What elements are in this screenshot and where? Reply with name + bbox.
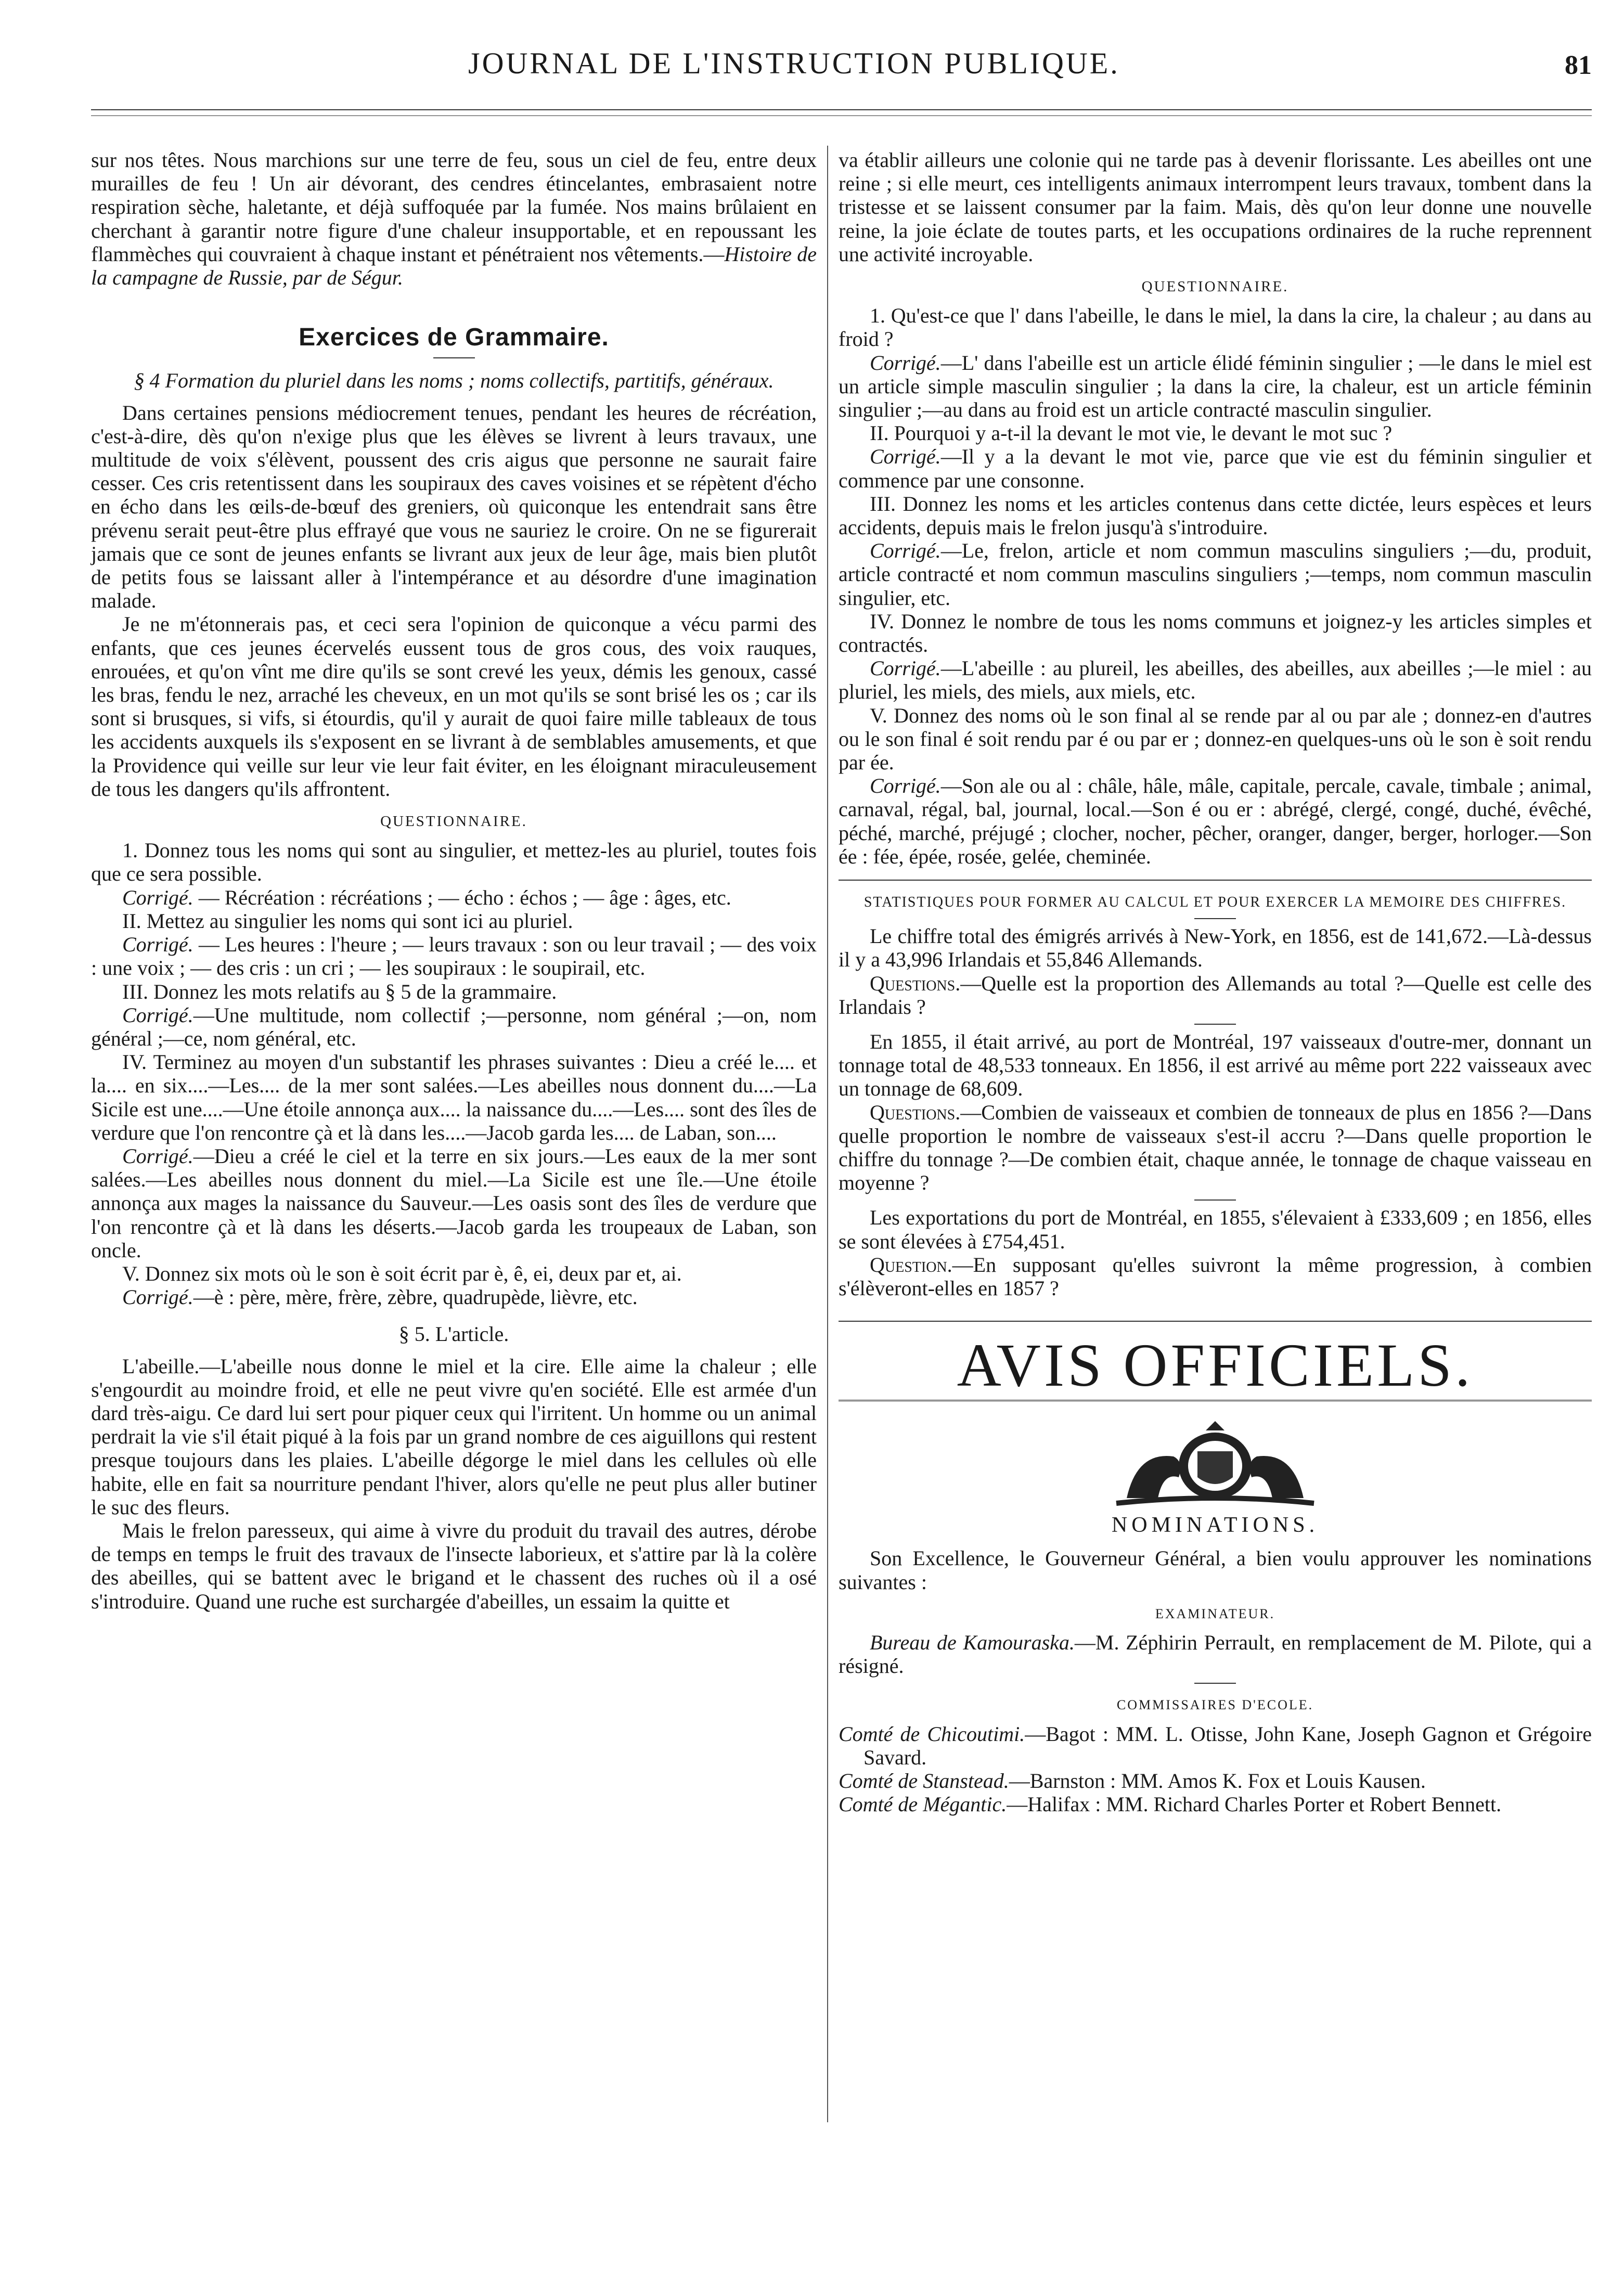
- answer: Corrigé.—Dieu a créé le ciel et la terre en six jours.—Les eaux de la mer sont salées.—Les abeilles nous donnent du miel.—La Sicile est une île.—Une étoile annonça aux mages la naissance du Sauveur.—Les oasis sont des îles de verdure que l'on rencontre çà et là dans les déserts.—Jacob garda les troupeaux de Laban, son oncle.: [91, 1144, 817, 1262]
- section-rule: [839, 880, 1592, 881]
- statistic-question: Questions.—Combien de vaisseaux et combien de tonneaux de plus en 1856 ?—Dans quelle proportion le nombre de vaisseaux s'est-il accru ?—Dans quelle proportion le chiffre du tonnage ?—De combien était, chaque année, le tonnage de chaque vaisseau en moyenne ?: [839, 1100, 1592, 1195]
- right-column: [839, 148, 1592, 1816]
- answer-label: Corrigé.: [870, 351, 941, 375]
- left-column: [91, 148, 817, 1613]
- answer: Corrigé.—Il y a la devant le mot vie, parce que vie est du féminin singulier et commence par une consonne.: [839, 445, 1592, 492]
- nomination-lead: Bureau de Kamouraska.: [870, 1630, 1075, 1654]
- answer-label: Corrigé.: [122, 885, 194, 909]
- nomination-entry: Bureau de Kamouraska.—M. Zéphirin Perrault, en remplacement de M. Pilote, qui a résigné.: [839, 1630, 1592, 1678]
- short-rule: [1194, 1683, 1236, 1684]
- answer-label: Corrigé.: [870, 539, 941, 563]
- header-rule: [91, 109, 1592, 110]
- dictation-paragraph: L'abeille.—L'abeille nous donne le miel et la cire. Elle aime la chaleur ; elle s'engourdit au moindre froid, et elle ne peut vivre qu'en société. Elle est armée d'un dard très-aigu. Ce dard lui sert pour piquer ceux qui l'irritent. Un homme ou un animal perdrait la vie s'il était piqué à la fois par un grand nombre de ces aiguillons qui restent presque toujours dans les plaies. L'abeille dégorge le miel dans les cellules où elle habite, elle en fait sa nourriture pendant l'hiver, alors qu'elle ne peut plus aller butiner le suc des fleurs.: [91, 1354, 817, 1519]
- questionnaire-title: QUESTIONNAIRE.: [1141, 278, 1289, 295]
- nomination-lead: Comté de Stanstead.: [839, 1769, 1009, 1792]
- question: 1. Qu'est-ce que l' dans l'abeille, le dans le miel, la dans la cire, la chaleur ; au dans au froid ?: [839, 304, 1592, 351]
- answer-label: Corrigé.: [870, 656, 941, 680]
- nomination-entry: Comté de Mégantic.—Halifax : MM. Richard Charles Porter et Robert Bennett.: [839, 1792, 1502, 1816]
- continued-paragraph: va établir ailleurs une colonie qui ne tarde pas à devenir florissante. Les abeilles ont une reine ; si elle meurt, ces intelligents animaux interrompent leurs travaux, tombent dans la tristesse et se laissent consumer par la faim. Mais, dès qu'on leur donne une nouvelle reine, la joie éclate de toutes parts, et les occupations ordinaires de la ruche reprennent une activité incroyable.: [839, 148, 1592, 266]
- answer: Corrigé. — Les heures : l'heure ; — leurs travaux : son ou leur travail ; — des voix : une voix ; — des cris : un cri ; — les soupiraux : le soupirail, etc.: [91, 933, 817, 980]
- question: IV. Donnez le nombre de tous les noms communs et joignez-y les articles simples et contractés.: [839, 609, 1592, 657]
- short-rule: [1194, 1200, 1236, 1201]
- statistic: En 1855, il était arrivé, au port de Montréal, 197 vaisseaux d'outre-mer, donnant un tonnage total de 48,533 tonneaux. En 1856, il est arrivé au même port 222 vaisseaux avec un tonnage de 68,609.: [839, 1029, 1592, 1101]
- answer-label: Corrigé.: [122, 1144, 194, 1168]
- statistic-question: Questions.—Quelle est la proportion des Allemands au total ?—Quelle est celle des Irlandais ?: [839, 971, 1592, 1018]
- section-5-title: § 5. L'article.: [398, 1322, 509, 1346]
- question: II. Mettez au singulier les noms qui sont ici au pluriel.: [122, 909, 573, 933]
- running-title: JOURNAL DE L'INSTRUCTION PUBLIQUE.: [468, 46, 1120, 80]
- section-rule: [839, 1321, 1592, 1322]
- examinateur-title: EXAMINATEUR.: [1155, 1606, 1275, 1621]
- answer-label: Corrigé.: [122, 1285, 194, 1309]
- statistic: Le chiffre total des émigrés arrivés à New-York, en 1856, est de 141,672.—Là-dessus il y a 43,996 Irlandais et 55,846 Allemands.: [839, 924, 1592, 972]
- nomination-lead: Comté de Mégantic.: [839, 1792, 1007, 1816]
- short-rule: [1194, 918, 1236, 919]
- answer: Corrigé.—Son ale ou al : châle, hâle, mâle, capitale, percale, cavale, timbale ; animal, carnaval, régal, bal, journal, local.—Son é ou er : abrégé, clergé, congé, duché, évêché, péché, marché, préjugé ; clocher, nocher, pêcher, oranger, danger, berger, horloger.—Son ée : fée, épée, rosée, gelée, cheminée.: [839, 774, 1592, 868]
- answer-label: Corrigé.: [870, 774, 941, 798]
- question: V. Donnez des noms où le son final al se rende par al ou par ale ; donnez-en d'autres ou le son final é soit rendu par é ou par er ; donnez-en quelques-uns où le son è soit rendu par ée.: [839, 703, 1592, 775]
- answer-label: Corrigé.: [122, 933, 194, 957]
- dictation-paragraph: Mais le frelon paresseux, qui aime à vivre du produit du travail des autres, dérobe de temps en temps le fruit des travaux de l'insecte laborieux, et s'attire par là la colère des abeilles, qui se battent avec le brigand et le chassent des ruches où il a osé s'introduire. Quand une ruche est surchargée d'abeilles, un essaim la quitte et: [91, 1518, 817, 1613]
- nomination-entry: Comté de Stanstead.—Barnston : MM. Amos K. Fox et Louis Kausen.: [839, 1769, 1426, 1792]
- answer: Corrigé. — Récréation : récréations ; — écho : échos ; — âge : âges, etc.: [122, 885, 731, 909]
- nominations-title: NOMINATIONS.: [1111, 1513, 1319, 1538]
- question: IV. Terminez au moyen d'un substantif les phrases suivantes : Dieu a créé le.... et la.... en six....—Les.... de la mer sont salées.—Les abeilles nous donnent du....—La Sicile est une....—Une étoile annonça aux.... la naissance du....—Les.... sont des îles de verdure que l'on rencontre çà et là dans les....—Jacob garda les.... de Laban, son....: [91, 1050, 817, 1144]
- header-rule-thin: [91, 115, 1592, 116]
- statistic: Les exportations du port de Montréal, en 1855, s'élevaient à £333,609 ; en 1856, elles se sont élevées à £754,451.: [839, 1206, 1592, 1253]
- intro-source: Histoire de la campagne de Russie, par de Ségur.: [91, 242, 817, 290]
- section-4-title: § 4 Formation du pluriel dans les noms ; noms collectifs, partitifs, généraux.: [134, 369, 774, 393]
- page-header: [0, 0, 1624, 120]
- short-rule: [1194, 1024, 1236, 1025]
- page-number: 81: [1565, 50, 1592, 80]
- question: V. Donnez six mots où le son è soit écrit par è, ê, ei, deux par et, ai.: [122, 1261, 682, 1285]
- question: III. Donnez les mots relatifs au § 5 de la grammaire.: [122, 979, 557, 1003]
- avis-officiels-title: AVIS OFFICIELS.: [957, 1331, 1474, 1400]
- answer-label: Corrigé.: [870, 445, 941, 469]
- commissaires-title: COMMISSAIRES D'ECOLE.: [1116, 1697, 1314, 1713]
- royal-coat-of-arms-icon: [1095, 1420, 1335, 1508]
- question: II. Pourquoi y a-t-il la devant le mot vie, le devant le mot suc ?: [870, 421, 1393, 445]
- answer-label: Corrigé.: [122, 1003, 194, 1027]
- question: III. Donnez les noms et les articles contenus dans cette dictée, leurs espèces et leurs accidents, depuis mais le frelon jusqu'à s'introduire.: [839, 492, 1592, 539]
- question: 1. Donnez tous les noms qui sont au singulier, et mettez-les au pluriel, toutes fois que ce sera possible.: [91, 839, 817, 886]
- statistics-title: STATISTIQUES POUR FORMER AU CALCUL ET POUR EXERCER LA MEMOIRE DES CHIFFRES.: [863, 894, 1567, 911]
- intro-paragraph: sur nos têtes. Nous marchions sur une terre de feu, sous un ciel de feu, entre deux murailles de feu ! Un air dévorant, des cendres étincelantes, embrasaient notre respiration sèche, haletante, et déjà suffoquée par la fumée. Nos mains brûlaient en cherchant à garantir notre figure d'une chaleur insupportable, et en repoussant les flammèches qui couvraient à chaque instant et pénétraient nos vêtements.—Histoire de la campagne de Russie, par de Ségur.: [91, 148, 817, 290]
- statistic-question: Question.—En supposant qu'elles suivront la même progression, à combien s'élèveront-elles en 1857 ?: [839, 1253, 1592, 1300]
- dictation-paragraph: Dans certaines pensions médiocrement tenues, pendant les heures de récréation, c'est-à-dire, dès qu'on n'exige plus que les élèves se livrent à leurs travaux, une multitude de voix s'élèvent, poussent des cris aigus que personne ne saurait faire cesser. Ces cris retentissent dans les soupiraux des caves voisines et se répètent d'écho en écho dans les œils-de-bœuf des greniers, où quiconque les entendrait sans être prévenu serait peut-être plus effrayé que vous ne sauriez le croire. On ne se figurerait jamais que ce sont de jeunes enfants se livrant aux jeux de leur âge, mais bien plutôt de petits fous se laissant aller à l'intempérance et au désordre d'une imagination malade.: [91, 401, 817, 613]
- nomination-entry: Comté de Chicoutimi.—Bagot : MM. L. Otisse, John Kane, Joseph Gagnon et Grégoire Savard.: [839, 1722, 1592, 1769]
- nominations-intro: Son Excellence, le Gouverneur Général, a bien voulu approuver les nominations suivantes :: [839, 1546, 1592, 1594]
- grammar-section-title: Exercices de Grammaire.: [299, 324, 609, 352]
- answer: Corrigé.—è : père, mère, frère, zèbre, quadrupède, lièvre, etc.: [122, 1285, 638, 1309]
- answer: Corrigé.—L' dans l'abeille est un article élidé féminin singulier ; —le dans le miel est un article simple masculin singulier ; la dans la cire, la chaleur, est un article féminin singulier ;—au dans au froid est un article contracté masculin singulier.: [839, 351, 1592, 422]
- answer: Corrigé.—Une multitude, nom collectif ;—personne, nom général ;—on, nom général ;—ce, nom général, etc.: [91, 1003, 817, 1050]
- double-rule: [839, 1400, 1592, 1404]
- column-divider: [827, 146, 828, 2122]
- nomination-lead: Comté de Chicoutimi.: [839, 1722, 1025, 1746]
- short-rule: [433, 357, 475, 358]
- dictation-paragraph: Je ne m'étonnerais pas, et ceci sera l'opinion de quiconque a vécu parmi des enfants, que ces jeunes écervelés eussent tous de gros cous, des voix rauques, enrouées, et qu'on vînt me dire qu'ils se sont crevé les yeux, démis les genoux, cassé les bras, fendu le nez, arraché les cheveux, en un mot qu'ils se sont brisé les os ; car ils sont si brusques, si vifs, si étourdis, qu'il y aurait de quoi faire mille tableaux de tous les accidents auxquels ils s'exposent en se livrant à de semblables amusements, et que la Providence qui veille sur leur vie leur fait éviter, en les éloignant miraculeusement de tous les dangers qu'ils affrontent.: [91, 612, 817, 801]
- answer: Corrigé.—Le, frelon, article et nom commun masculins singuliers ;—du, produit, article contracté et nom commun masculins singuliers ;—temps, nom commun masculin singulier, etc.: [839, 539, 1592, 610]
- questionnaire-title: QUESTIONNAIRE.: [380, 813, 527, 830]
- answer: Corrigé.—L'abeille : au plureil, les abeilles, des abeilles, aux abeilles ;—le miel : au pluriel, les miels, des miels, aux miels, etc.: [839, 656, 1592, 704]
